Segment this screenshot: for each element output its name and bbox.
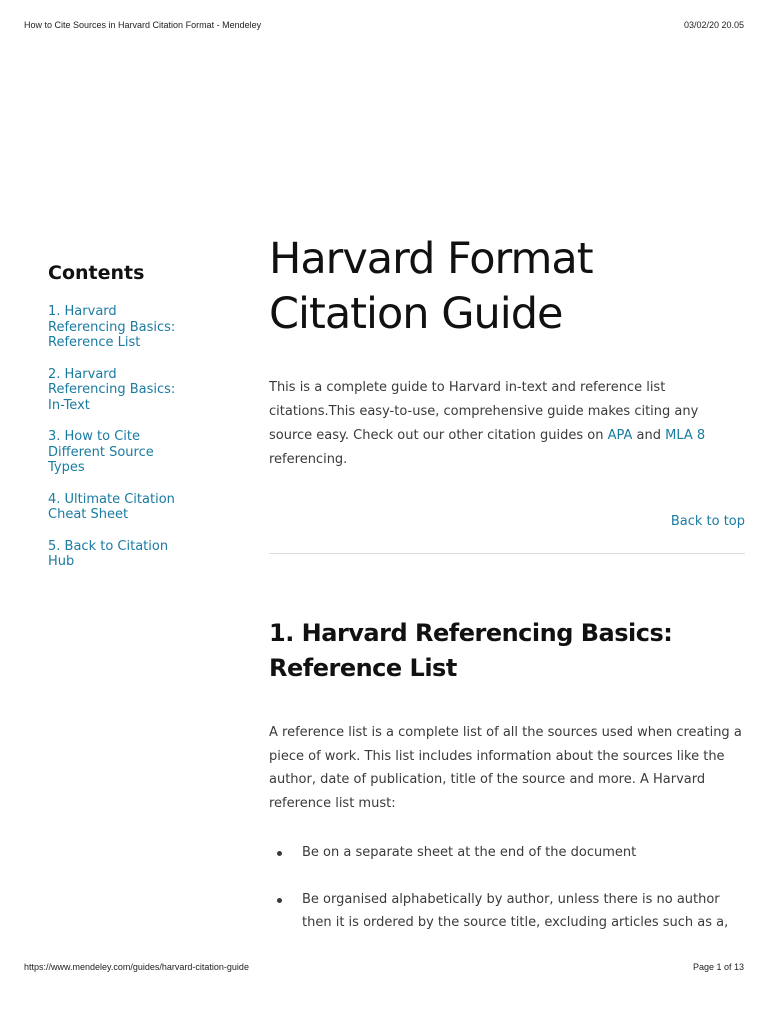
toc-link-cheat-sheet[interactable]: 4. Ultimate Citation Cheat Sheet [48, 491, 175, 522]
contents-sidebar [48, 262, 178, 586]
print-datetime: 03/02/20 20.05 [683, 20, 744, 30]
list-item [48, 367, 178, 414]
main-content [269, 232, 745, 958]
back-to-top-link[interactable]: Back to top [670, 514, 745, 529]
intro-paragraph [269, 376, 745, 472]
list-item [48, 304, 178, 351]
section-heading-reference-list: 1. Harvard Referencing Basics: Reference List [269, 619, 673, 682]
toc-link-citation-hub[interactable]: 5. Back to Citation Hub [48, 538, 169, 569]
intro-text-and: and [632, 428, 666, 443]
contents-heading: Contents [48, 262, 145, 284]
toc-link-source-types[interactable]: 3. How to Cite Different Source Types [48, 429, 154, 475]
list-item-text: Be organised alphabetically by author, unless there is no author then it is ordered by the source title, excluding articles such as a, [302, 891, 729, 930]
print-page-number: Page 1 of 13 [692, 962, 744, 972]
apa-guide-link[interactable]: APA [607, 428, 633, 443]
list-item [48, 539, 178, 570]
intro-text-before: This is a complete guide to Harvard in-text and reference list citations.This easy-to-use, comprehensive guide makes citing any source easy. Check out our other citation guides on [269, 380, 699, 443]
list-item-text: Be on a separate sheet at the end of the document [302, 845, 637, 860]
print-page-title: How to Cite Sources in Harvard Citation Format - Mendeley [24, 20, 262, 30]
print-url: https://www.mendeley.com/guides/harvard-citation-guide [24, 962, 249, 972]
toc-link-in-text[interactable]: 2. Harvard Referencing Basics: In-Text [48, 366, 176, 413]
section-paragraph: A reference list is a complete list of all the sources used when creating a piece of work. This list includes information about the sources like the author, date of publication, title of the source and more. A Harvard reference list must: [269, 725, 742, 811]
print-header [24, 20, 744, 30]
page-title: Harvard Format Citation Guide [269, 234, 593, 339]
list-item [269, 841, 745, 865]
print-footer [24, 962, 744, 972]
mla-guide-link[interactable]: MLA 8 [665, 428, 706, 443]
intro-text-after: referencing. [269, 452, 348, 467]
section-divider [269, 553, 745, 554]
list-item [48, 492, 178, 523]
list-item [269, 888, 745, 935]
contents-list [48, 304, 178, 570]
bullet-icon [277, 898, 282, 903]
bullet-icon [277, 851, 282, 856]
list-item [48, 429, 178, 476]
toc-link-reference-list[interactable]: 1. Harvard Referencing Basics: Reference List [48, 304, 176, 350]
requirements-list [269, 841, 745, 935]
back-to-top-row [269, 510, 745, 529]
